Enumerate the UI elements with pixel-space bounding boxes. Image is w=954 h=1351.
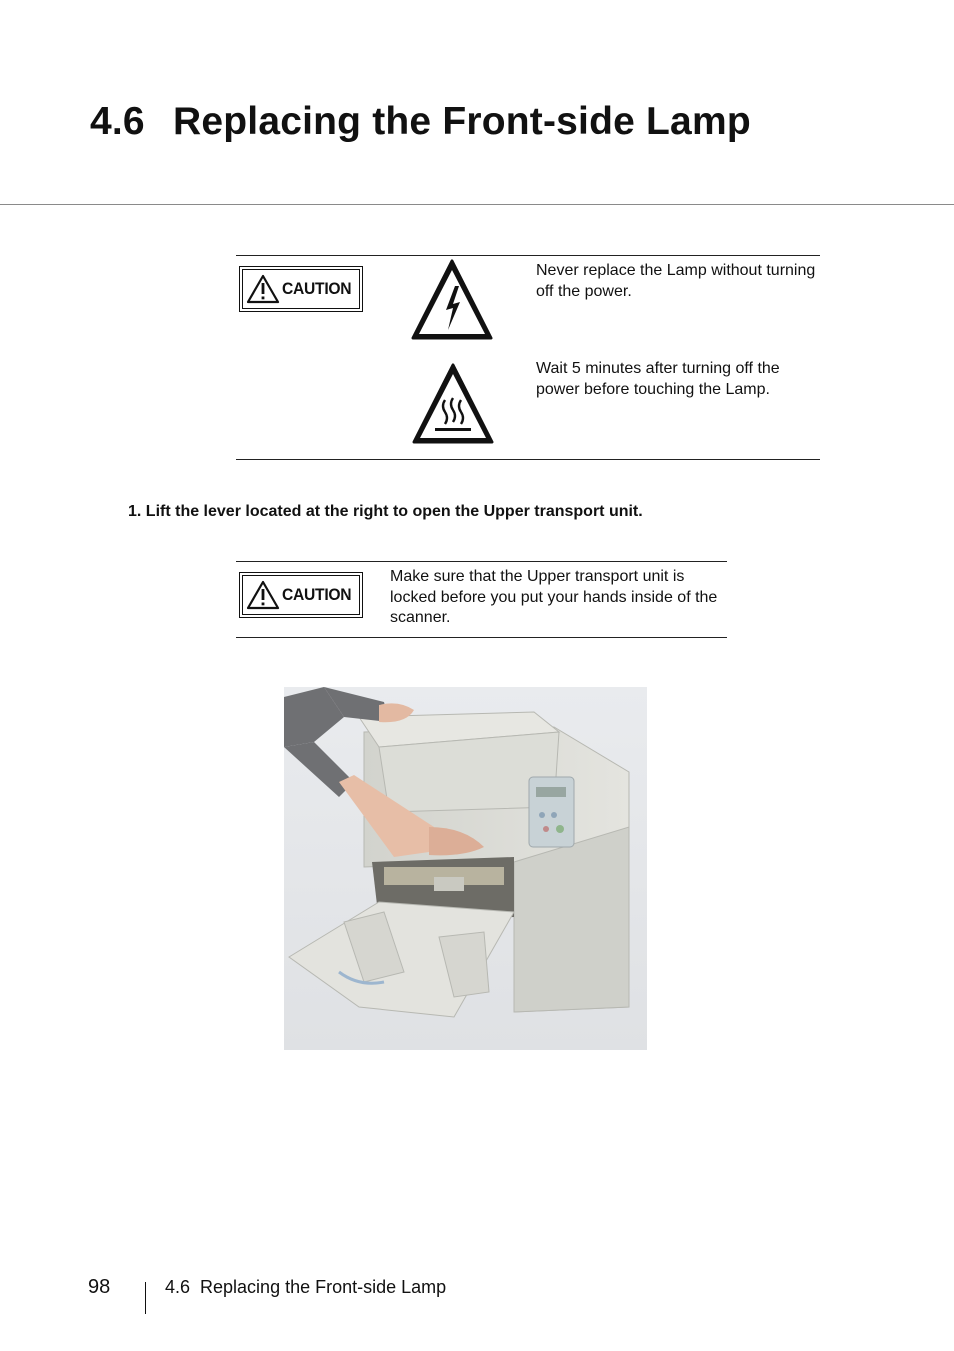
caution-label-text: CAUTION xyxy=(282,279,352,298)
caution-message-power: Never replace the Lamp without turning off the power. xyxy=(536,262,816,300)
caution-table-1-bottom-rule xyxy=(236,459,820,460)
step-1-instruction: 1. Lift the lever located at the right to open the Upper transport unit. xyxy=(128,503,643,520)
caution-label xyxy=(239,266,363,312)
caution-message-transport-unit: Make sure that the Upper transport unit is locked before you put your hands inside of the scanner. xyxy=(390,568,718,626)
caution-label-text: CAUTION xyxy=(282,585,352,604)
page-title xyxy=(90,100,751,144)
page-number: 98 xyxy=(88,1276,111,1298)
title-divider xyxy=(0,204,954,205)
hot-surface-warning-icon xyxy=(411,362,495,446)
scanner-photo xyxy=(284,687,647,1050)
electric-shock-warning-icon xyxy=(410,258,494,342)
caution-table-1-top-rule xyxy=(236,255,820,256)
footer-divider xyxy=(145,1282,146,1314)
section-number: 4.6 xyxy=(90,100,145,143)
section-title: Replacing the Front-side Lamp xyxy=(173,100,751,143)
warning-triangle-icon xyxy=(246,274,280,304)
caution-message-heat: Wait 5 minutes after turning off the power before touching the Lamp. xyxy=(536,360,780,398)
caution-table-2-bottom-rule xyxy=(236,637,727,638)
warning-triangle-icon xyxy=(246,580,280,610)
caution-label xyxy=(239,572,363,618)
caution-table-2-top-rule xyxy=(236,561,727,562)
footer-section-title: 4.6 Replacing the Front-side Lamp xyxy=(165,1277,447,1297)
